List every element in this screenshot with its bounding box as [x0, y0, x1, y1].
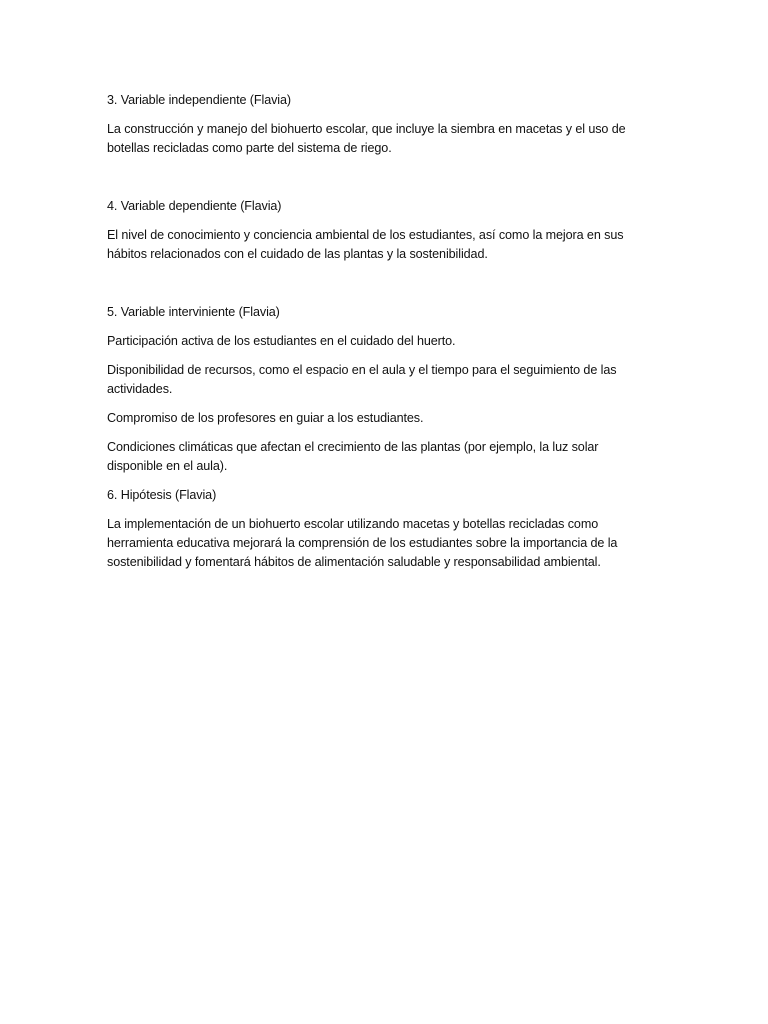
section-heading: 5. Variable interviniente (Flavia): [107, 305, 280, 319]
section-paragraph: Participación activa de los estudiantes en el cuidado del huerto.: [107, 334, 456, 348]
section-spacer: [107, 274, 637, 303]
section-paragraph: La construcción y manejo del biohuerto escolar, que incluye la siembra en macetas y el uso de botellas recicladas como parte del sistema de riego.: [107, 122, 626, 155]
document-body: [107, 91, 637, 582]
section-spacer: [107, 168, 637, 197]
section-paragraph: La implementación de un biohuerto escolar utilizando macetas y botellas recicladas como herramienta educativa mejorará la comprensión de los estudiantes sobre la importancia de la sostenibilidad y fomentará hábitos de alimentación saludable y responsabilidad ambiental.: [107, 517, 618, 569]
section-heading: 4. Variable dependiente (Flavia): [107, 199, 282, 213]
section-paragraph: El nivel de conocimiento y conciencia ambiental de los estudiantes, así como la mejora en sus hábitos relacionados con el cuidado de las plantas y la sostenibilidad.: [107, 228, 624, 261]
section-paragraph: Condiciones climáticas que afectan el crecimiento de las plantas (por ejemplo, la luz solar disponible en el aula).: [107, 440, 599, 473]
section-heading: 3. Variable independiente (Flavia): [107, 93, 291, 107]
section-variable-independiente: [107, 91, 637, 158]
section-paragraph: Disponibilidad de recursos, como el espacio en el aula y el tiempo para el seguimiento de las actividades.: [107, 363, 617, 396]
section-paragraph: Compromiso de los profesores en guiar a los estudiantes.: [107, 411, 424, 425]
section-variable-interviniente: [107, 303, 637, 476]
section-variable-dependiente: [107, 197, 637, 264]
section-heading: 6. Hipótesis (Flavia): [107, 488, 217, 502]
section-hipotesis: [107, 486, 637, 572]
